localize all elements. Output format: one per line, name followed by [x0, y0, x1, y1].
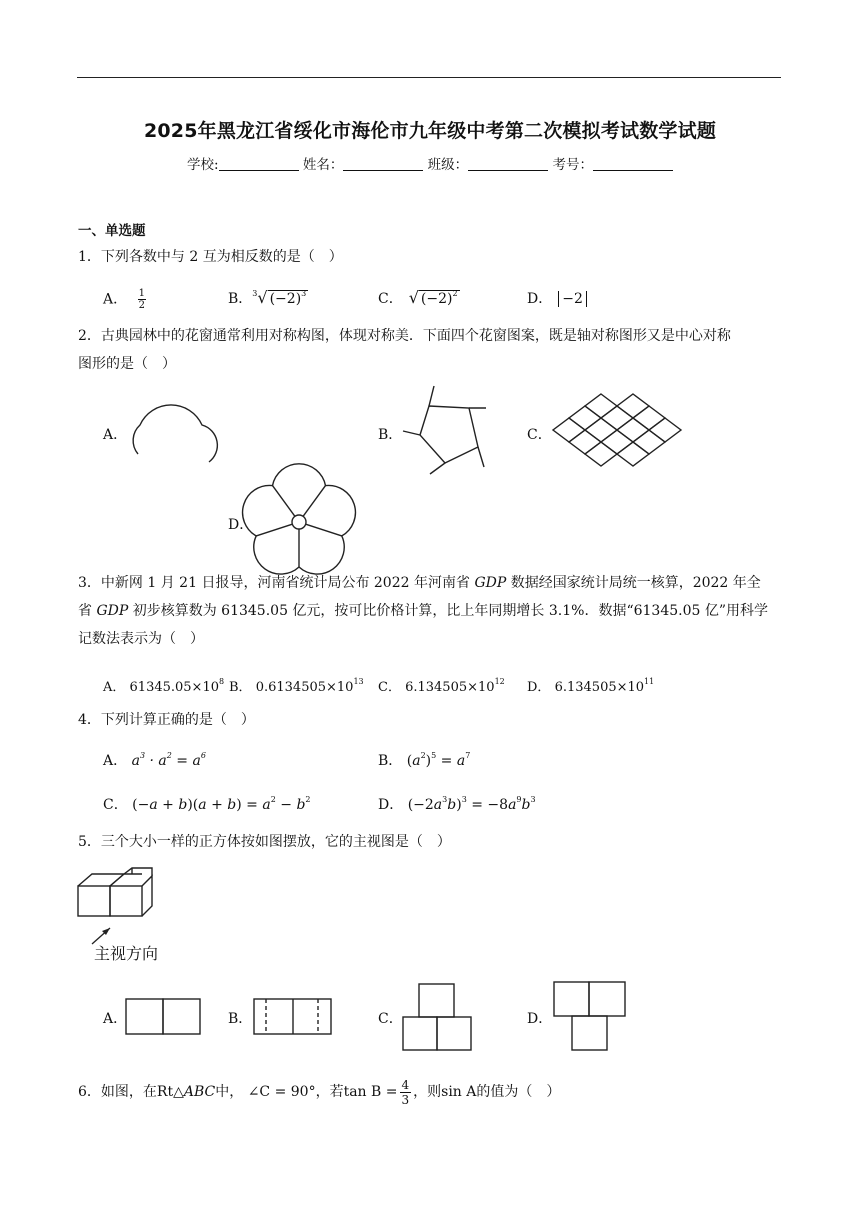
option-value: 0.6134505×10: [255, 680, 354, 695]
question-text-cont: 图形的是（ ）: [78, 356, 176, 372]
option-formula: $(-2a^3b)^3 = -8a^9b^3$: [407, 795, 536, 813]
rhombus-cell: [601, 406, 633, 430]
fraction: [138, 288, 146, 311]
denominator: 3: [401, 1092, 410, 1107]
question-text: 省: [78, 603, 97, 619]
q3-option-b: [229, 676, 364, 695]
q5-option-d-label: D．: [527, 1011, 553, 1027]
rhombus-cell: [617, 418, 649, 442]
q2-figure-c: [553, 394, 683, 466]
triangle-name: ABC: [183, 1084, 216, 1100]
option-label: A．: [103, 753, 128, 769]
option-formula: $a^3 \cdot a^2 = a^6$: [131, 751, 206, 769]
option-label: B．: [228, 291, 253, 307]
rhombus-cell: [649, 418, 681, 442]
question-4: [78, 710, 255, 730]
option-value: 6.134505×10: [405, 680, 495, 695]
exam-no-blank: [593, 158, 673, 171]
radicand: [419, 290, 460, 307]
rhombus-cell: [633, 406, 665, 430]
exam-no-label: 考号：: [552, 157, 593, 173]
question-5: [78, 832, 451, 852]
option-label: C．: [378, 680, 401, 695]
name-blank: [343, 158, 423, 171]
q3-option-d: [527, 676, 654, 695]
question-text: 中新网 1 月 21 日报导，河南省统计局公布 2022 年河南省: [100, 575, 475, 591]
q4-option-c: [103, 794, 311, 814]
absolute-value: −2: [558, 291, 587, 307]
class-blank: [468, 158, 548, 171]
exponent: 11: [644, 677, 655, 686]
q4-option-b: [378, 750, 470, 770]
class-label: 班级：: [427, 157, 469, 173]
question-text: 数据经国家统计局统一核算，2022 年全: [506, 575, 761, 591]
question-text: 初步核算数为 61345.05 亿元，按可比价格计算，比上年同期增长 3.1%．数据“61345.05 亿”用科学: [128, 603, 769, 619]
numerator: 1: [138, 288, 145, 299]
option-label: B．: [229, 680, 252, 695]
q5-option-a-label: A．: [103, 1011, 128, 1027]
rhombus-cell: [617, 394, 649, 418]
question-text: ，若: [315, 1084, 344, 1100]
rhombus-cell: [601, 430, 633, 454]
option-value: 61345.05×10: [129, 680, 219, 695]
exponent: 13: [353, 677, 364, 686]
radicand-base: (−2): [269, 291, 302, 307]
option-value: 6.134505×10: [554, 680, 645, 695]
option-label: C．: [378, 291, 403, 307]
radical-sign: √: [408, 288, 419, 307]
question-text: 下列各数中与 2 互为相反数的是（ ）: [100, 249, 343, 265]
name-label: 姓名：: [302, 157, 344, 173]
rhombus-cell: [585, 442, 617, 466]
q5-figure-d: [553, 981, 629, 1053]
question-text: 记数法表示为（ ）: [78, 631, 204, 647]
option-label: D．: [527, 680, 551, 695]
question-text: 如图，在: [100, 1084, 157, 1100]
option-label: A．: [103, 680, 126, 695]
q5-figure-b: [254, 999, 334, 1039]
q4-option-a: [103, 750, 206, 770]
angle-condition: ∠C = 90°: [247, 1084, 316, 1100]
q2-figure-a: [118, 392, 228, 472]
question-number: 4．: [78, 712, 101, 728]
rhombus-cell: [569, 430, 601, 454]
q1-option-c: [378, 288, 460, 308]
section-heading: 一、单选题: [78, 223, 146, 239]
petal-divider: [303, 486, 325, 517]
radicand-exponent: 3: [301, 289, 307, 298]
root-index: 3: [252, 289, 258, 298]
question-text: ，则: [413, 1084, 442, 1100]
question-text: 下列计算正确的是（ ）: [100, 712, 255, 728]
q4-option-d: [378, 794, 536, 814]
q5-figure-c: [402, 983, 474, 1053]
q3-option-a: [103, 676, 224, 695]
question-2: [78, 322, 782, 378]
exponent: 12: [494, 677, 505, 686]
rhombus-cell: [585, 418, 617, 442]
q2-option-c-label: C．: [527, 427, 552, 443]
gdp-term: GDP: [474, 575, 507, 591]
question-text: 三个大小一样的正方体按如图摆放，它的主视图是（ ）: [100, 834, 451, 850]
option-label: B．: [378, 753, 403, 769]
radicand-base: (−2): [420, 291, 453, 307]
numerator: 4: [401, 1077, 410, 1092]
rhombus-cell: [569, 406, 601, 430]
school-label: 学校:: [187, 157, 219, 173]
q5-option-c-label: C．: [378, 1011, 403, 1027]
question-6: [78, 1075, 560, 1109]
q1-option-d: [527, 288, 587, 308]
header-rule: [77, 77, 781, 78]
student-info-line: [0, 153, 860, 173]
school-blank: [219, 158, 299, 171]
q5-option-b-label: B．: [228, 1011, 253, 1027]
flower-center: [292, 515, 306, 529]
option-label: C．: [103, 797, 128, 813]
q2-option-b-label: B．: [378, 427, 403, 443]
option-label: D．: [378, 797, 404, 813]
q1-option-a: [103, 288, 146, 311]
option-label: D．: [527, 291, 553, 307]
question-number: 2．: [78, 328, 101, 344]
question-number: 3．: [78, 575, 101, 591]
question-number: 5．: [78, 834, 101, 850]
q2-figure-b: [398, 384, 498, 484]
rhombus-cell: [585, 394, 617, 418]
rhombus-cell: [617, 442, 649, 466]
sin-expression: sin A: [441, 1084, 477, 1100]
option-formula: $(-a + b)(a + b) = a^2 - b^2$: [132, 795, 311, 813]
question-3: [78, 569, 782, 653]
radicand: [268, 290, 309, 307]
fraction: [400, 1078, 412, 1107]
question-number: 1．: [78, 249, 101, 265]
petal-divider: [306, 524, 342, 536]
option-formula: $(a^2)^5 = a^7$: [406, 751, 471, 769]
q2-option-d-label: D．: [228, 517, 254, 533]
option-label: A．: [103, 291, 128, 308]
triangle-symbol: Rt△: [156, 1084, 184, 1100]
question-number: 6．: [78, 1084, 101, 1100]
petal-divider: [256, 524, 292, 536]
view-direction-label: 主视方向: [94, 944, 159, 963]
petal-divider: [273, 486, 295, 517]
question-text: 中，: [215, 1084, 244, 1100]
rhombus-cell: [553, 418, 585, 442]
q2-option-a-label: A．: [103, 427, 128, 443]
exponent: 8: [219, 677, 225, 686]
q5-figure-a: [126, 999, 204, 1039]
denominator: 2: [138, 300, 145, 311]
page-title: 2025年黑龙江省绥化市海伦市九年级中考第二次模拟考试数学试题: [143, 120, 717, 142]
q2-figure-d: [252, 475, 348, 571]
tan-expression: tan B =: [343, 1084, 398, 1100]
rhombus-cell: [633, 430, 665, 454]
q3-option-c: [378, 676, 505, 695]
q1-option-b: [228, 288, 308, 308]
question-text: 的值为（ ）: [476, 1084, 561, 1100]
gdp-term: GDP: [96, 603, 129, 619]
question-1: [78, 247, 343, 267]
radical-sign: √: [257, 288, 268, 307]
question-text: 古典园林中的花窗通常利用对称构图，体现对称美．下面四个花窗图案，既是轴对称图形又是中心对称: [100, 328, 731, 344]
radicand-exponent: 2: [452, 289, 458, 298]
